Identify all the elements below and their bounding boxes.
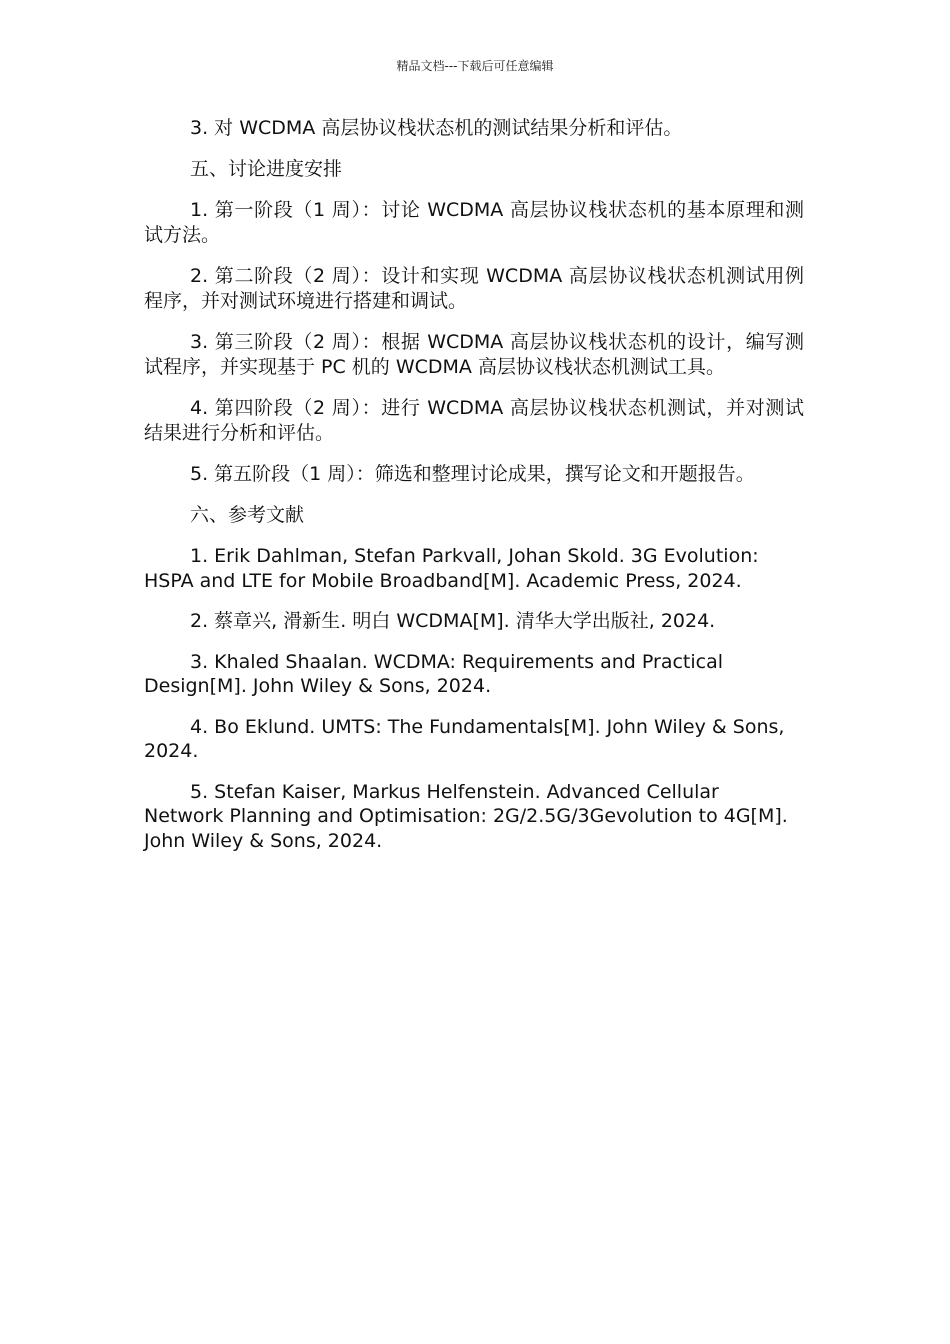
page-header: 精品文档---下载后可任意编辑	[396, 59, 554, 73]
schedule-item-5: 5. 第五阶段（1 周）：筛选和整理讨论成果，撰写论文和开题报告。	[190, 463, 755, 485]
schedule-item-2: 2. 第二阶段（2 周）：设计和实现 WCDMA 高层协议栈状态机测试用例程序，并对测试环境进行搭建和调试。	[144, 265, 804, 312]
reference-item-2: 2. 蔡章兴, 滑新生. 明白 WCDMA[M]. 清华大学出版社, 2024.	[190, 610, 716, 632]
schedule-heading: 五、讨论进度安排	[190, 158, 343, 180]
schedule-item-4: 4. 第四阶段（2 周）：进行 WCDMA 高层协议栈状态机测试，并对测试结果进行分析和评估。	[144, 397, 804, 444]
document-body	[144, 116, 804, 869]
reference-item-3: 3. Khaled Shaalan. WCDMA: Requirements and Practical Design[M]. John Wiley & Sons, 2024.	[144, 650, 724, 697]
schedule-item-3: 3. 第三阶段（2 周）：根据 WCDMA 高层协议栈状态机的设计，编写测试程序，并实现基于 PC 机的 WCDMA 高层协议栈状态机测试工具。	[144, 331, 804, 378]
schedule-item-1: 1. 第一阶段（1 周）：讨论 WCDMA 高层协议栈状态机的基本原理和测试方法。	[144, 199, 804, 246]
references-heading: 六、参考文献	[190, 504, 305, 526]
research-item-3: 3. 对 WCDMA 高层协议栈状态机的测试结果分析和评估。	[190, 117, 683, 139]
reference-item-4: 4. Bo Eklund. UMTS: The Fundamentals[M]. John Wiley & Sons, 2024.	[144, 715, 785, 762]
reference-item-1: 1. Erik Dahlman, Stefan Parkvall, Johan Skold. 3G Evolution: HSPA and LTE for Mobile Broadband[M]. Academic Press, 2024.	[144, 545, 759, 592]
reference-item-5: 5. Stefan Kaiser, Markus Helfenstein. Advanced Cellular Network Planning and Optimisation: 2G/2.5G/3Gevolution to 4G[M]. John Wiley & Sons, 2024.	[144, 780, 788, 852]
